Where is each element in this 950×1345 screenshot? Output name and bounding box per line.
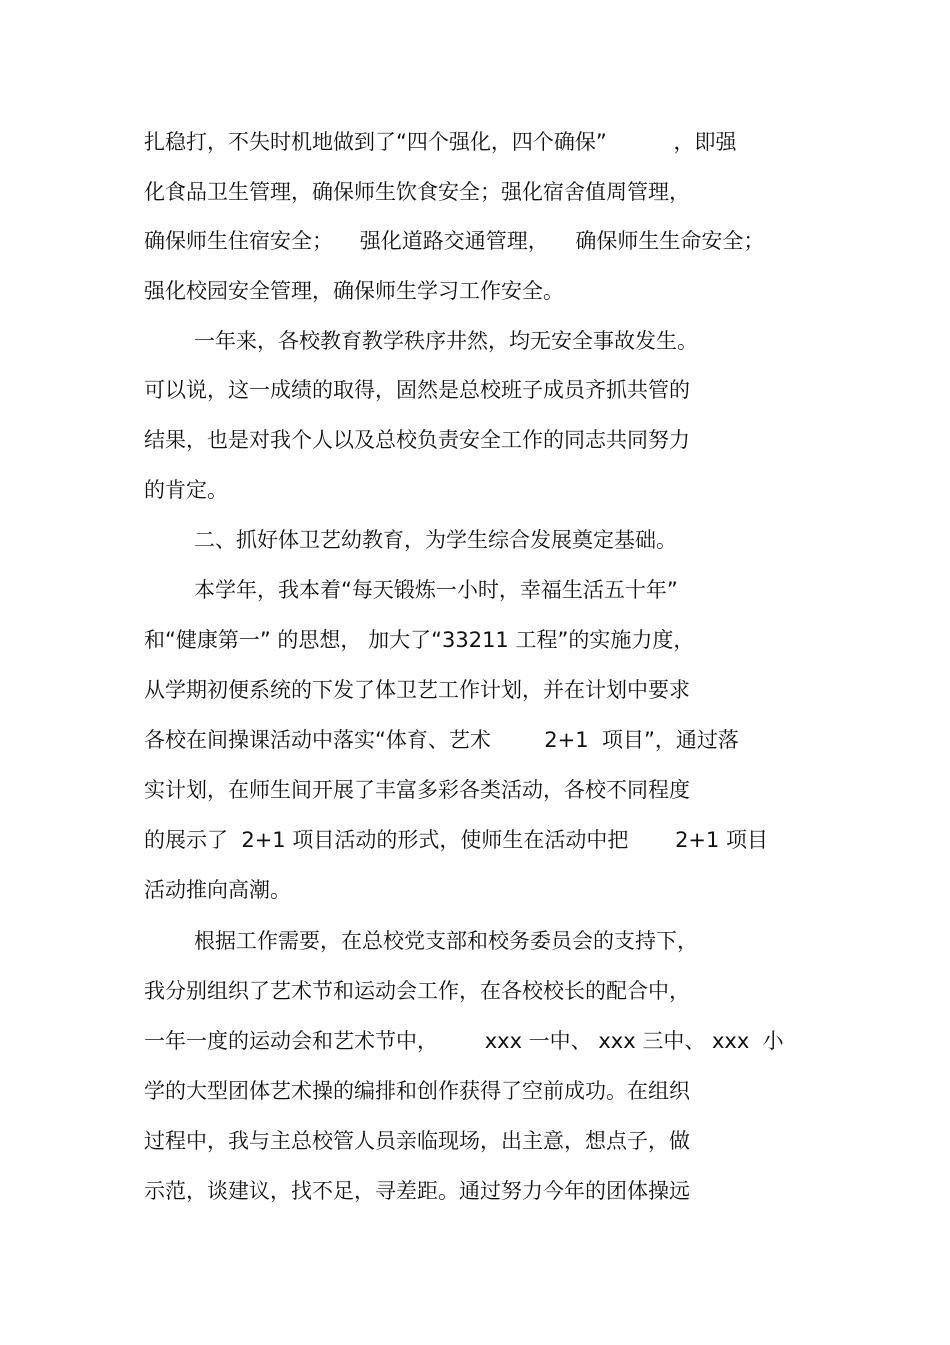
text-line: 和“健康第一” 的思想， 加大了“33211 工程”的实施力度， xyxy=(144,628,695,652)
paragraph-first-line: 根据工作需要，在总校党支部和校务委员会的支持下， xyxy=(194,929,698,953)
text-line: 实计划，在师生间开展了丰富多彩各类活动，各校不同程度 xyxy=(144,778,690,802)
text-line: 学的大型团体艺术操的编排和创作获得了空前成功。在组织 xyxy=(144,1079,690,1103)
text-line: 示范，谈建议，找不足，寻差距。通过努力今年的团体操远 xyxy=(144,1179,690,1203)
text-line: 活动推向高潮。 xyxy=(144,878,291,902)
text-line: 化食品卫生管理，确保师生饮食安全；强化宿舍值周管理， xyxy=(144,180,690,204)
text-line: 的展示了 2+1 项目活动的形式，使师生在活动中把 2+1 项目 xyxy=(144,828,769,852)
text-line: 一年一度的运动会和艺术节中， xxx 一中、 xxx 三中、 xxx 小 xyxy=(144,1029,784,1053)
text-line: 扎稳打，不失时机地做到了“四个强化，四个确保” ，即强 xyxy=(144,130,737,154)
text-line: 结果，也是对我个人以及总校负责安全工作的同志共同努力 xyxy=(144,428,690,452)
text-line: 确保师生住宿安全； 强化道路交通管理， 确保师生生命安全； xyxy=(144,229,765,253)
text-line: 我分别组织了艺术节和运动会工作，在各校校长的配合中， xyxy=(144,979,690,1003)
text-line: 的肯定。 xyxy=(144,478,228,502)
text-line: 过程中，我与主总校管人员亲临现场，出主意，想点子，做 xyxy=(144,1129,690,1153)
paragraph-first-line: 本学年，我本着“每天锻炼一小时，幸福生活五十年” xyxy=(194,578,678,602)
text-line: 从学期初便系统的下发了体卫艺工作计划，并在计划中要求 xyxy=(144,678,690,702)
paragraph-first-line: 一年来，各校教育教学秩序井然，均无安全事故发生。 xyxy=(194,329,698,353)
text-line: 各校在间操课活动中落实“体育、艺术 2+1 项目”，通过落 xyxy=(144,728,739,752)
text-line: 强化校园安全管理，确保师生学习工作安全。 xyxy=(144,279,564,303)
section-heading: 二、抓好体卫艺幼教育，为学生综合发展奠定基础。 xyxy=(194,528,677,552)
text-line: 可以说，这一成绩的取得，固然是总校班子成员齐抓共管的 xyxy=(144,378,690,402)
